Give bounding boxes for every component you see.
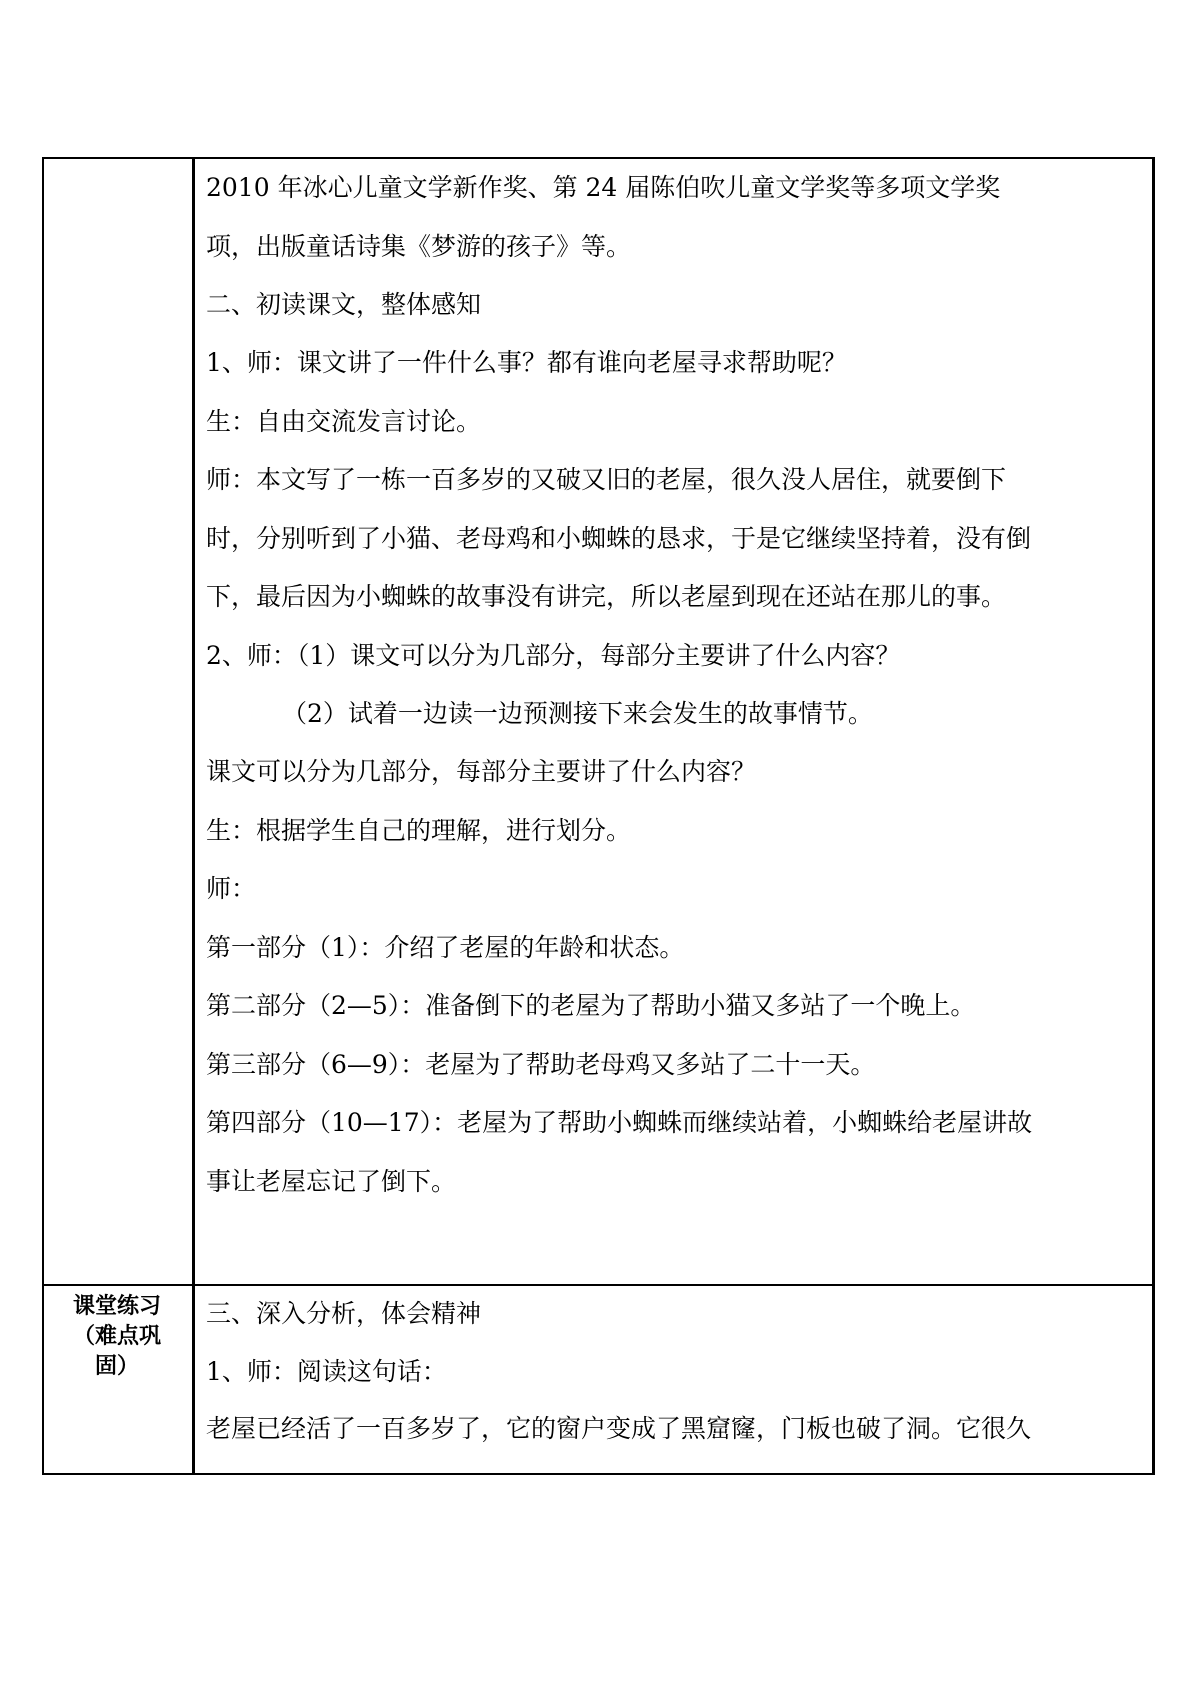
table-left-border (42, 157, 44, 1475)
text-line: 时，分别听到了小猫、老母鸡和小蜘蛛的恳求，于是它继续坚持着，没有倒 (206, 524, 1032, 553)
table-bottom-border (42, 1473, 1155, 1475)
text-line: 三、深入分析，体会精神 (206, 1299, 482, 1328)
text-line: 2、师：（1）课文可以分为几部分，每部分主要讲了什么内容？ (206, 641, 901, 670)
text-line: 生：自由交流发言讨论。 (206, 407, 482, 436)
lesson-table (42, 157, 1155, 1475)
text-line: 第四部分（10—17）：老屋为了帮助小蜘蛛而继续站着，小蜘蛛给老屋讲故 (206, 1108, 1033, 1137)
text-line: 生：根据学生自己的理解，进行划分。 (206, 816, 632, 845)
text-line: 下，最后因为小蜘蛛的故事没有讲完，所以老屋到现在还站在那儿的事。 (206, 582, 1007, 611)
text-line: 师： (206, 874, 257, 903)
text-line: 第三部分（6—9）：老屋为了帮助老母鸡又多站了二十一天。 (206, 1050, 876, 1079)
text-line: 二、初读课文，整体感知 (206, 290, 482, 319)
text-line: 事让老屋忘记了倒下。 (206, 1167, 457, 1196)
text-line: 1、师：课文讲了一件什么事？都有谁向老屋寻求帮助呢？ (206, 348, 847, 377)
text-line: 师：本文写了一栋一百多岁的又破又旧的老屋，很久没人居住，就要倒下 (206, 465, 1007, 494)
text-line: 项，出版童话诗集《梦游的孩子》等。 (206, 232, 632, 261)
table-row-divider (42, 1284, 1155, 1286)
text-line: 1、师：阅读这句话： (206, 1357, 447, 1386)
table-right-border (1152, 157, 1155, 1475)
text-line: 课文可以分为几部分，每部分主要讲了什么内容？ (206, 757, 757, 786)
section-label-line3: 固） (94, 1354, 139, 1379)
table-top-border (42, 157, 1155, 159)
text-line: 第二部分（2—5）：准备倒下的老屋为了帮助小猫又多站了一个晚上。 (206, 991, 976, 1020)
text-line: 第一部分（1）：介绍了老屋的年龄和状态。 (206, 933, 685, 962)
section-label-line2: （难点巩 (72, 1324, 161, 1349)
table-column-divider (192, 157, 195, 1475)
text-line: （2）试着一边读一边预测接下来会发生的故事情节。 (282, 699, 873, 728)
text-line: 2010 年冰心儿童文学新作奖、第 24 届陈伯吹儿童文学奖等多项文学奖 (206, 173, 1001, 202)
text-line: 老屋已经活了一百多岁了，它的窗户变成了黑窟窿，门板也破了洞。它很久 (206, 1414, 1032, 1443)
section-label-line1: 课堂练习 (72, 1294, 161, 1319)
